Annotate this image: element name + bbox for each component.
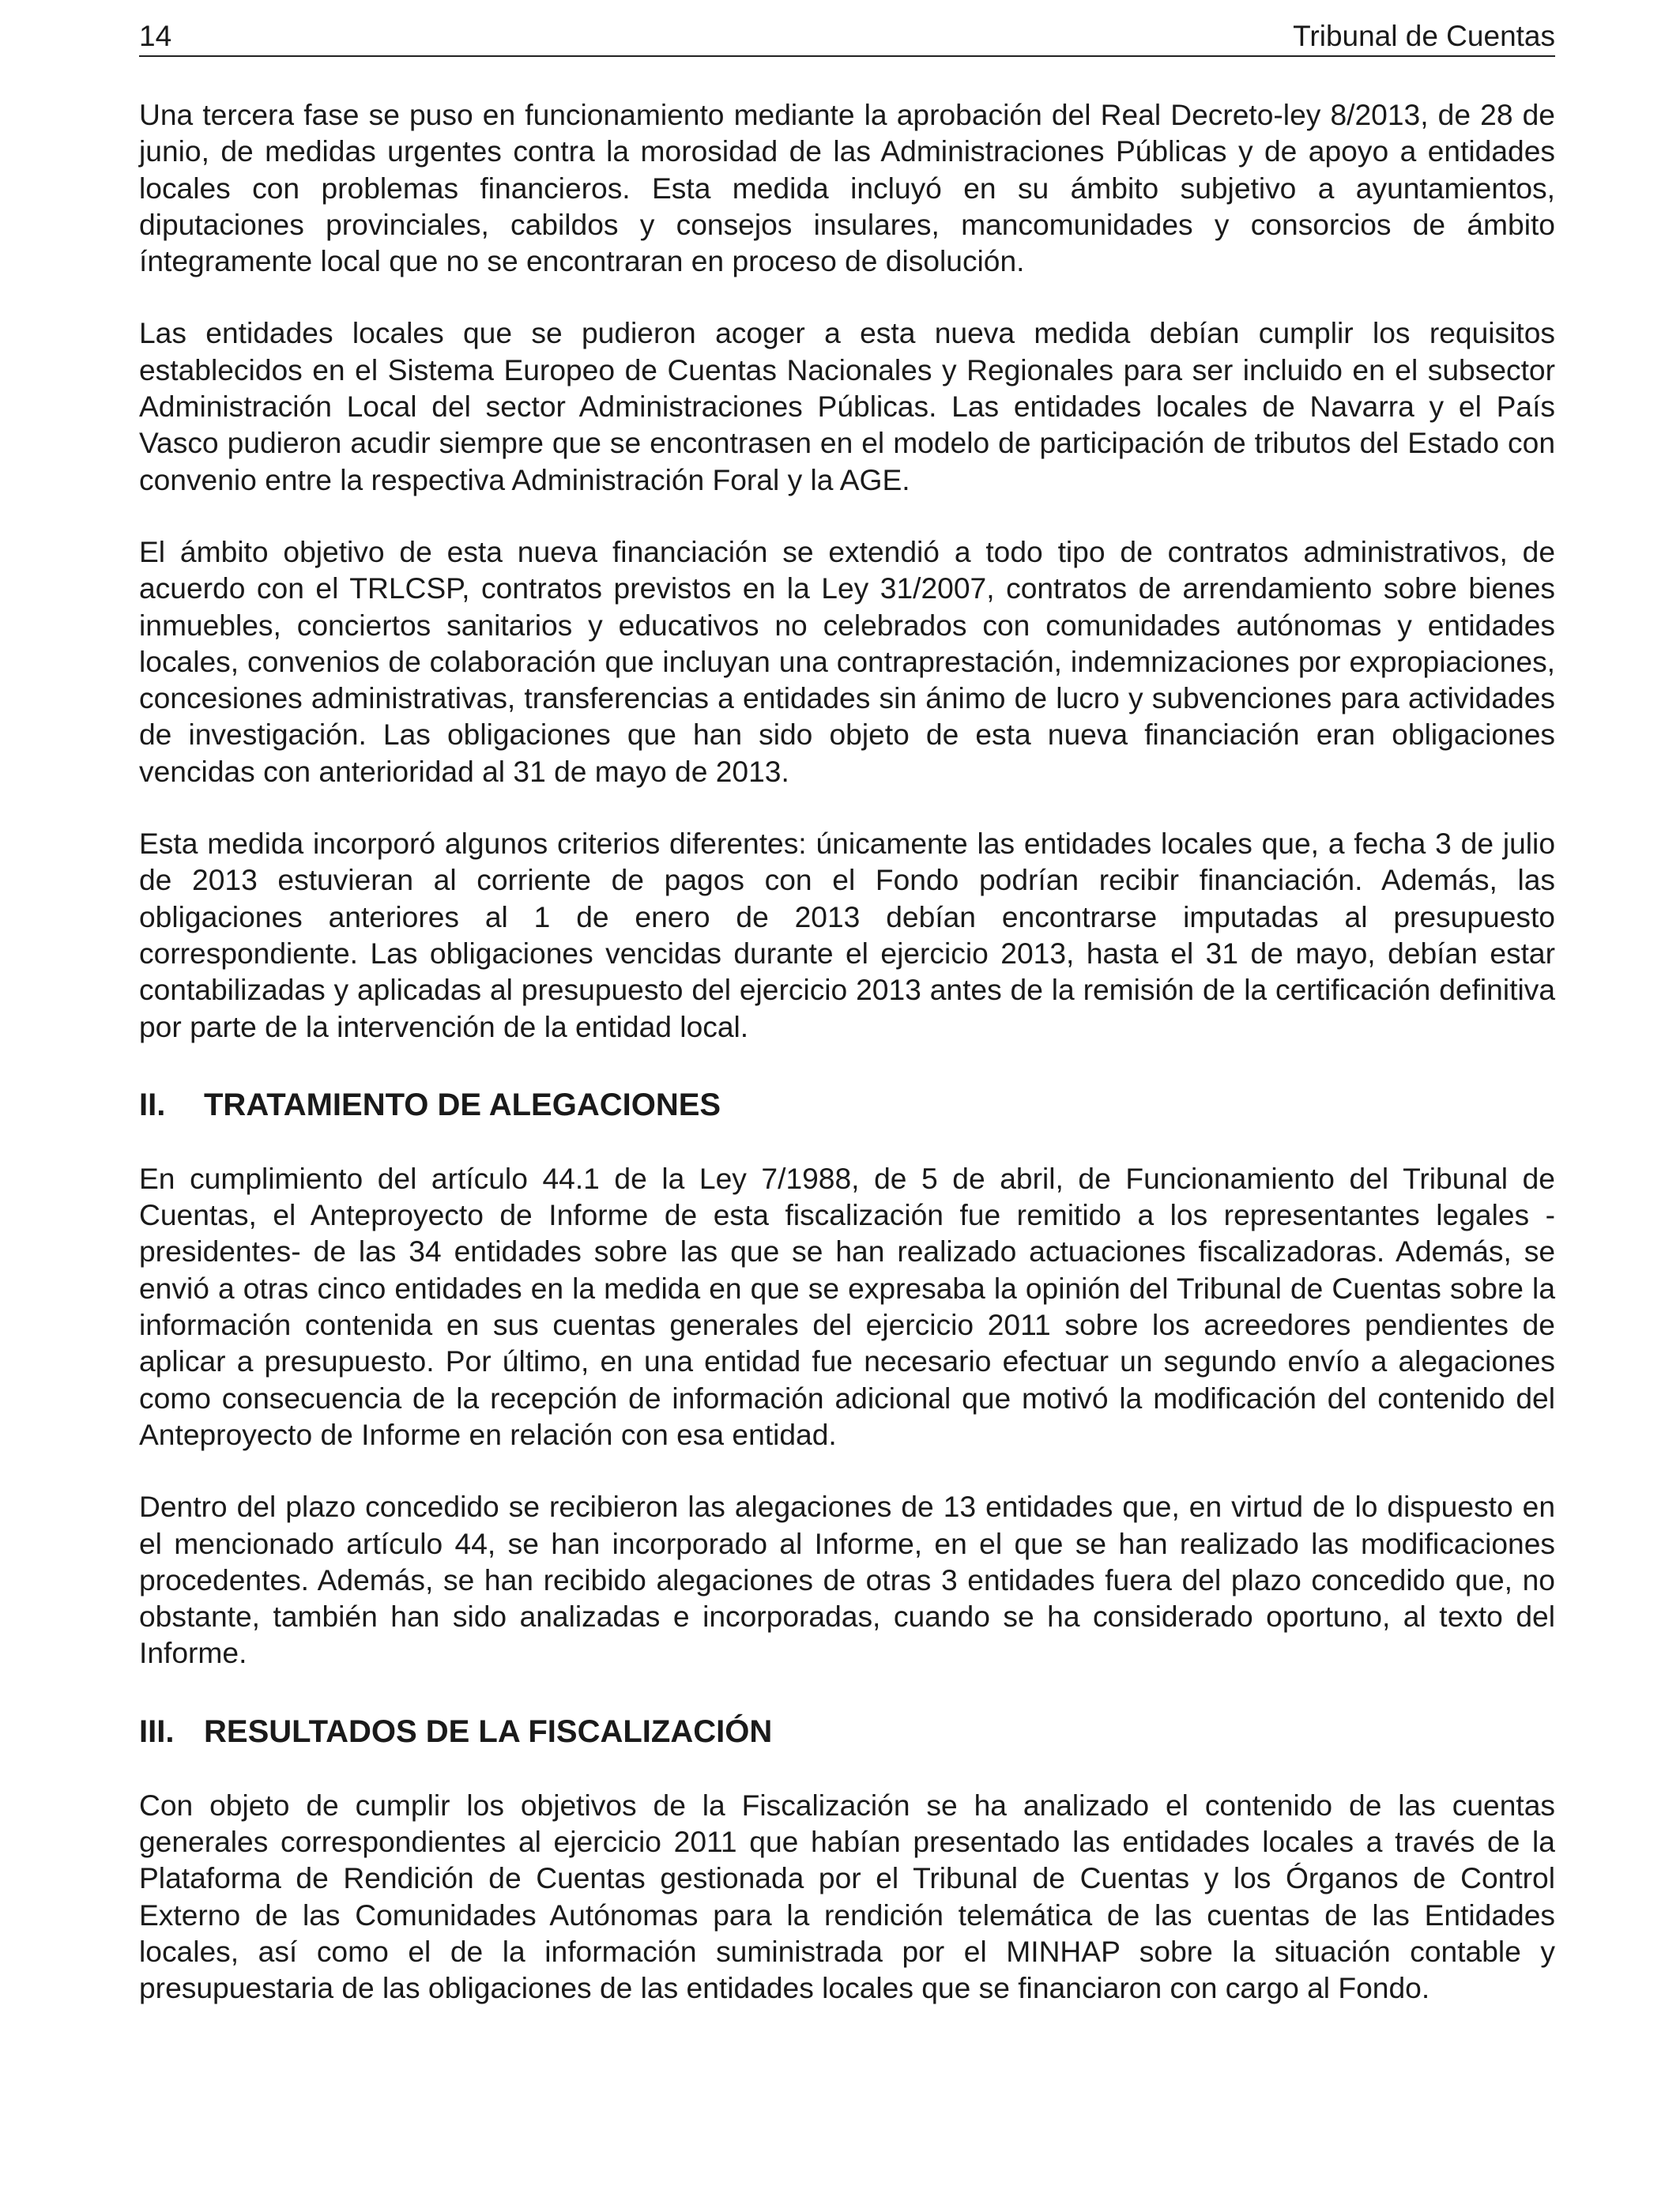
section-title: RESULTADOS DE LA FISCALIZACIÓN — [204, 1713, 773, 1749]
section-number: III. — [139, 1713, 175, 1749]
paragraph-plazo: Dentro del plazo concedido se recibieron las alegaciones de 13 entidades que, en virtud de lo dispuesto en el mencionado artículo 44, se han incorporado al Informe, en el que se han realizado las modificaciones procedentes. Además, se han recibido alegaciones de otras 3 entidades fuera del plazo concedido que, no obstante, también han sido analizadas e incorporadas, cuando se ha considerado oportuno, al texto del Informe. — [139, 1490, 1555, 1670]
paragraph-requisitos: Las entidades locales que se pudieron acoger a esta nueva medida debían cumplir los requisitos establecidos en el Sistema Europeo de Cuentas Nacionales y Regionales para ser incluido en el subsector Administración Local del sector Administraciones Públicas. Las entidades locales de Navarra y el País Vasco pudieron acudir siempre que se encontrasen en el modelo de participación de tributos del Estado con convenio entre la respectiva Administración Foral y la AGE. — [139, 316, 1555, 496]
page-content — [139, 96, 1555, 2041]
section-heading-resultados — [139, 1713, 1555, 1751]
paragraph-ambito-objetivo: El ámbito objetivo de esta nueva financiación se extendió a todo tipo de contratos administrativos, de acuerdo con el TRLCSP, contratos previstos en la Ley 31/2007, contratos de arrendamiento sobre bienes inmuebles, conciertos sanitarios y educativos no celebrados con comunidades autónomas y entidades locales, convenios de colaboración que incluyan una contraprestación, indemnizaciones por expropiaciones, concesiones administrativas, transferencias a entidades sin ánimo de lucro y subvenciones para actividades de investigación. Las obligaciones que han sido objeto de esta nueva financiación eran obligaciones vencidas con anterioridad al 31 de mayo de 2013. — [139, 534, 1555, 788]
section-number: II. — [139, 1087, 166, 1122]
section-heading-alegaciones — [139, 1086, 1555, 1124]
page-header — [139, 17, 1555, 57]
document-page — [139, 0, 1555, 2194]
paragraph-cumplimiento: En cumplimiento del artículo 44.1 de la Ley 7/1988, de 5 de abril, de Funcionamiento del Tribunal de Cuentas, el Anteproyecto de Informe de esta fiscalización fue remitido a los representantes legales -presidentes- de las 34 entidades sobre las que se han realizado actuaciones fiscalizadoras. Además, se envió a otras cinco entidades en la medida en que se expresaba la opinión del Tribunal de Cuentas sobre la información contenida en sus cuentas generales del ejercicio 2011 sobre los acreedores pendientes de aplicar a presupuesto. Por último, en una entidad fue necesario efectuar un segundo envío a alegaciones como consecuencia de la recepción de información adicional que motivó la modificación del contenido del Anteproyecto de Informe en relación con esa entidad. — [139, 1161, 1555, 1451]
section-title: TRATAMIENTO DE ALEGACIONES — [204, 1087, 721, 1122]
paragraph-tercera-fase: Una tercera fase se puso en funcionamiento mediante la aprobación del Real Decreto-ley 8/2013, de 28 de junio, de medidas urgentes contra la morosidad de las Administraciones Públicas y de apoyo a entidades locales con problemas financieros. Esta medida incluyó en su ámbito subjetivo a ayuntamientos, diputaciones provinciales, cabildos y consejos insulares, mancomunidades y consorcios de ámbito íntegramente local que no se encontraran en proceso de disolución. — [139, 98, 1555, 278]
page-number: 14 — [139, 20, 172, 52]
paragraph-objeto: Con objeto de cumplir los objetivos de la Fiscalización se ha analizado el contenido de las cuentas generales correspondientes al ejercicio 2011 que habían presentado las entidades locales a través de la Plataforma de Rendición de Cuentas gestionada por el Tribunal de Cuentas y los Órganos de Control Externo de las Comunidades Autónomas para la rendición telemática de las cuentas de las Entidades locales, así como el de la información suministrada por el MINHAP sobre la situación contable y presupuestaria de las obligaciones de las entidades locales que se financiaron con cargo al Fondo. — [139, 1788, 1555, 2005]
paragraph-criterios: Esta medida incorporó algunos criterios diferentes: únicamente las entidades locales que, a fecha 3 de julio de 2013 estuvieran al corriente de pagos con el Fondo podrían recibir financiación. Además, las obligaciones anteriores al 1 de enero de 2013 debían encontrarse imputadas al presupuesto correspondiente. Las obligaciones vencidas durante el ejercicio 2013, hasta el 31 de mayo, debían estar contabilizadas y aplicadas al presupuesto del ejercicio 2013 antes de la remisión de la certificación definitiva por parte de la intervención de la entidad local. — [139, 827, 1555, 1043]
running-title: Tribunal de Cuentas — [1293, 20, 1555, 52]
